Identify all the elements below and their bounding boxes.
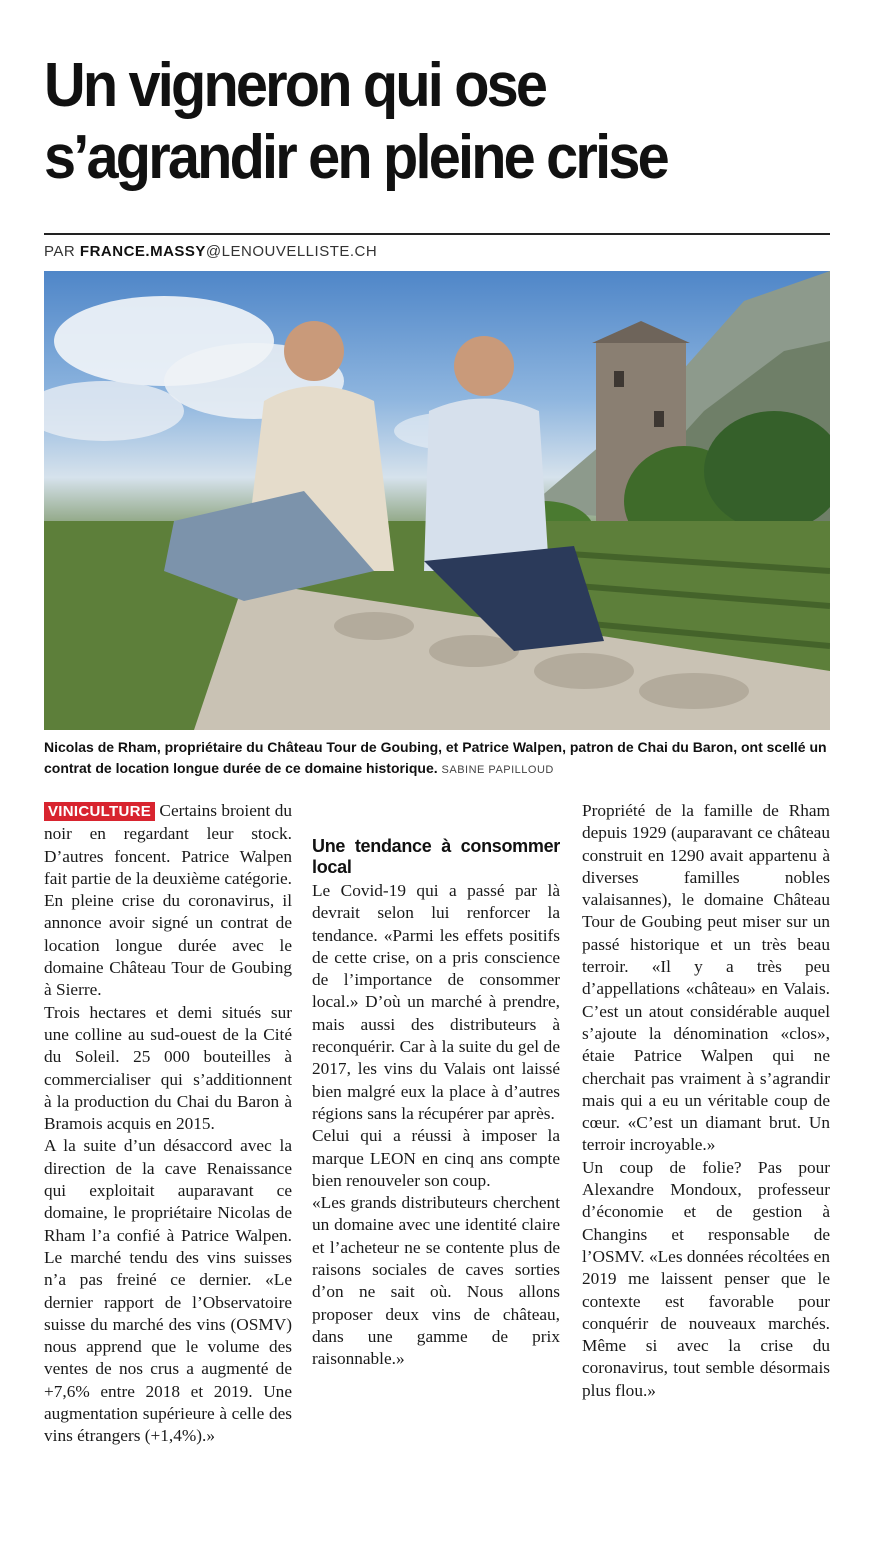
headline-line2: s’agrandir en pleine crise [44,123,667,192]
column-spacer [312,800,560,822]
byline-domain: @LENOUVELLISTE.CH [205,243,378,260]
article-photo [44,271,830,730]
article-column-3 [582,800,830,1402]
article-column-1 [44,800,292,1448]
byline-author: FRANCE.MASSY [79,243,206,260]
headline-line1: Un vigneron qui ose [44,51,546,120]
headline-rule [44,233,830,235]
byline-prefix: PAR [44,243,80,260]
caption-text: Nicolas de Rham, propriétaire du Château Tour de Goubing, et Patrice Walpen, patron de Chai du Baron, ont scellé un contrat de location longue durée de ce domaine historique. [44,739,827,776]
paragraph-text: Certains broient du noir en regardant leur stock. D’autres foncent. Patrice Walpen fait partie de la deuxième catégorie. En pleine crise du coronavirus, il annonce avoir signé un contrat de location longue durée avec le domaine Château Tour de Goubing à Sierre. [44,801,292,1000]
byline [44,243,377,260]
paragraph: Celui qui a réussi à imposer la marque LEON en cinq ans compte bien renouveler son coup. [312,1126,560,1190]
paragraph: Propriété de la famille de Rham depuis 1929 (auparavant ce château construit en 1290 avait appartenu à diverses familles nobles valaisannes), le domaine Château Tour de Goubing peut miser sur un passé historique et un très beau terroir. «Il y a très peu d’appellations «château» en Valais. C’est un atout considérable auquel s’ajoute la dénomination «clos», étaie Patrice Walpen qui ne cherchait pas vraiment à s’agrandir mais qui a eu un véritable coup de cœur. «C’est un diamant brut. Un terroir incroyable.» [582,801,830,1155]
rubric-kicker: VINICULTURE [44,802,155,821]
paragraph: A la suite d’un désaccord avec la direction de la cave Renaissance qui exploitait auparavant ce domaine, le propriétaire Nicolas de Rham l’a confié à Patrice Walpen. Le marché tendu des vins suisses n’a pas freiné ce dernier. «Le dernier rapport de l’Observatoire suisse du marché des vins (OSMV) nous apprend que le volume des ventes de nos crus a augmenté de +7,6% entre 2018 et 2019. Une augmentation supérieure à celle des vins étrangers (+1,4%).» [44,1136,292,1446]
paragraph: Trois hectares et demi situés sur une colline au sud-ouest de la Cité du Soleil. 25 000 bouteilles à commercialiser qui s’additionnent à la production du Chai du Baron à Bramois acquis en 2015. [44,1002,292,1134]
paragraph: Un coup de folie? Pas pour Alexandre Mondoux, professeur d’économie et de gestion à Changins et responsable de l’OSMV. «Les données récoltées en 2019 me laissent penser que le contexte est favorable pour conquérir de nouveaux marchés. Même si avec la crise du coronavirus, tout semble désormais plus flou.» [582,1157,830,1400]
headline [44,50,788,194]
photo-credit: SABINE PAPILLOUD [441,764,554,776]
paragraph [44,800,292,1002]
article-column-2 [312,800,560,1371]
paragraph: Le Covid-19 qui a passé par là devrait selon lui renforcer la tendance. «Parmi les effets positifs de cette crise, on a pris conscience de l’importance de consommer local.» D’où un marché à prendre, mais aussi des distributeurs à reconquérir. Car à la suite du gel de 2017, les vins du Valais ont laissé bien malgré eux la place à d’autres régions sans la récupérer par après. [312,881,560,1123]
photo-illustration [44,271,830,730]
photo-caption [44,737,844,781]
subheading: Une tendance à consommer local [312,836,560,877]
paragraph: «Les grands distributeurs cherchent un domaine avec une identité claire et l’acheteur ne se contente plus de raisons sociales de caves sorties d’on ne sait où. Nous allons proposer deux vins de château, dans une gamme de prix raisonnable.» [312,1193,560,1369]
